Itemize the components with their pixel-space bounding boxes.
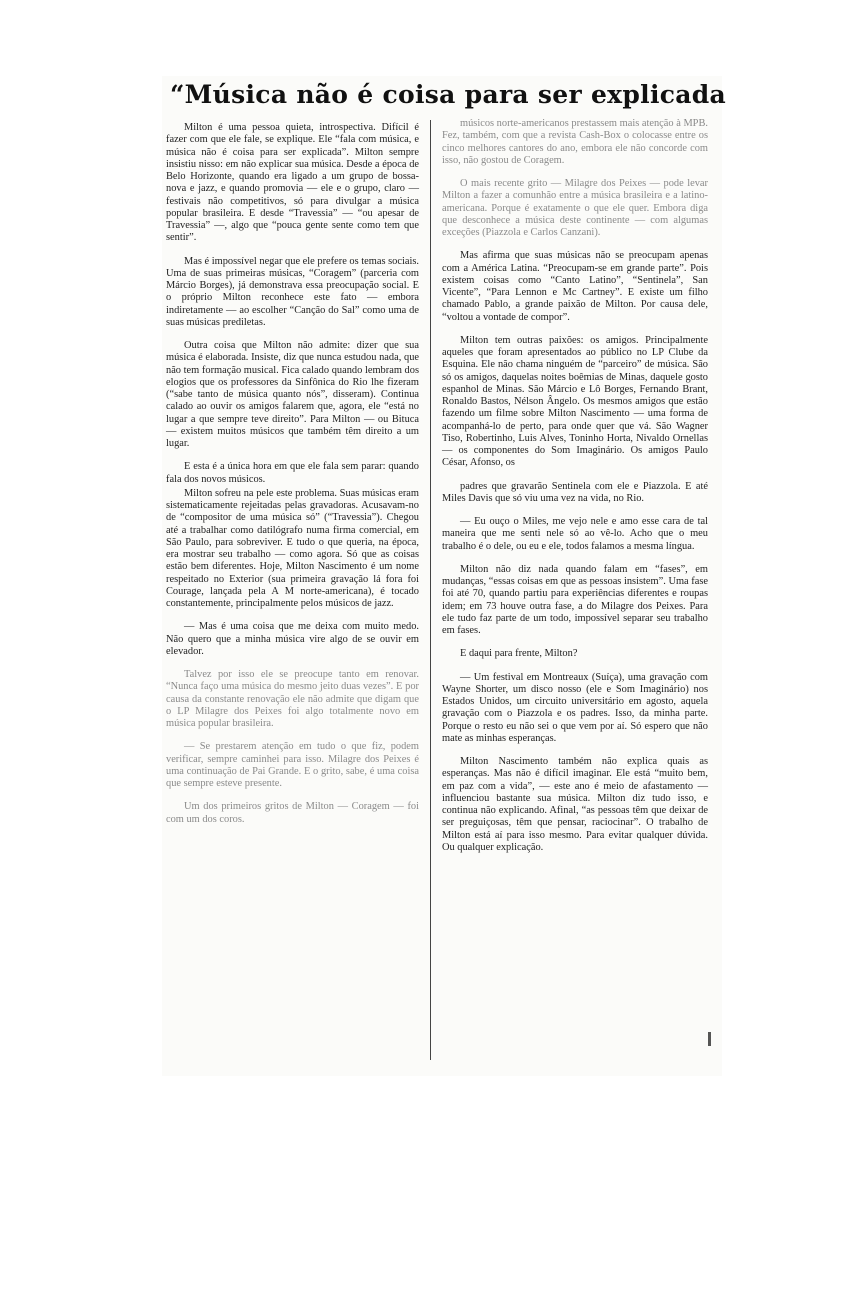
paragraph: O mais recente grito — Milagre dos Peixes — pode levar Milton a fazer a comunhão entre a música brasileira e a latino-americana. Porque é exatamente o que ele quer. Embora diga que desconhece a música deste continente — com algumas exceções (Piazzola e Carlos Canzani). [442, 178, 708, 238]
paragraph: — Eu ouço o Miles, me vejo nele e amo esse cara de tal maneira que me senti nele só ao vê-lo. Acho que o meu trabalho é o dele, ou eu e ele, todos falamos a mesma língua. [442, 516, 708, 552]
paragraph: Milton é uma pessoa quieta, introspectiva. Difícil é fazer com que ele fale, se explique. Ele “fala com música, e música não é coisa para ser explicada”. Milton sempre insistiu nisso: em não explicar sua música. Desde a época de Belo Horizonte, quando era ligado a um grupo de bossa-nova e jazz, e quando promovia — ele e o grupo, claro — festivais não competitivos, só para divulgar a música popular brasileira. E desde “Travessia” — “ou apesar de Travessia” —, algo que “pouca gente sente como tem que sentir”. [166, 122, 419, 244]
paragraph: Milton não diz nada quando falam em “fases”, em mudanças, “essas coisas em que as pessoas insistem”. Uma fase foi até 70, quando partiu para experiências diferentes e roupas idem; em 73 houve outra fase, a do Milagre dos Peixes. Para ele tudo faz parte de um todo, impossível separar seu trabalho em fases. [442, 563, 708, 636]
paragraph: E esta é a única hora em que ele fala sem parar: quando fala dos novos músicos. [166, 461, 419, 485]
paragraph: Mas é impossível negar que ele prefere os temas sociais. Uma de suas primeiras músicas, “Coragem” (parceria com Márcio Borges), já demonstrava essa preocupação social. E o próprio Milton reconhece este fato — embora indiretamente — ao escolher “Canção do Sal” como uma de suas músicas prediletas. [166, 255, 419, 328]
left-column [166, 122, 419, 837]
paragraph: Mas afirma que suas músicas não se preocupam apenas com a América Latina. “Preocupam-se em grande parte”. Pois existem coisas como “Canto Latino”, “Sentinela”, San Vicente”, “Para Lennon e Mc Cartney”. E existe um filho chamado Pablo, a grande paixão de Milton. Por causa dele, “voltou a vontade de compor”. [442, 250, 708, 323]
paragraph: músicos norte-americanos prestassem mais atenção à MPB. Fez, também, com que a revista Cash-Box o colocasse entre os cinco melhores cantores do ano, embora ele não concorde com isso, não gostou de Coragem. [442, 118, 708, 166]
article-headline: “Música não é coisa para ser explicada [170, 80, 727, 109]
paragraph: E daqui para frente, Milton? [460, 648, 578, 660]
paragraph: Um dos primeiros gritos de Milton — Coragem — foi com um dos coros. [166, 801, 419, 825]
paragraph: Talvez por isso ele se preocupe tanto em renovar. “Nunca faço uma música do mesmo jeito duas vezes”. E por causa da constante renovação ele não admite que digam que o LP Milagre dos Peixes foi algo totalmente novo em música popular brasileira. [166, 669, 419, 729]
paragraph: — Mas é uma coisa que me deixa com muito medo. Não quero que a minha música vire algo de se ouvir em elevador. [166, 621, 419, 657]
paragraph: padres que gravarão Sentinela com ele e Piazzola. E até Miles Davis que só viu uma vez na vida, no Rio. [442, 480, 708, 504]
column-divider [430, 120, 431, 1060]
paragraph: Milton sofreu na pele este problema. Suas músicas eram sistematicamente rejeitadas pelas gravadoras. Acusavam-no de “compositor de uma música só” (“Travessia”). Chegou até a trabalhar como datilógrafo numa firma comercial, em São Paulo, para sobreviver. E tudo o que queria, na época, era mostrar seu trabalho — como agora. Só que as coisas estão bem diferentes. Hoje, Milton Nascimento é um nome respeitado no Exterior (sua primeira gravação lá fora foi Courage, lançada pela A M norte-americana), é tocado constantemente, principalmente pelos músicos de jazz. [166, 487, 419, 609]
scan-speck [708, 1032, 711, 1046]
right-column [442, 118, 708, 865]
paragraph: — Um festival em Montreaux (Suíça), uma gravação com Wayne Shorter, um disco nosso (ele e Som Imaginário) nos Estados Unidos, um circuito universitário em agosto, aquela gravação com o Piazzola e os padres. Isso, da minha parte. Porque o resto eu não sei o que vem por aí. Só espero que não mate as minhas esperanças. [442, 671, 708, 744]
paragraph: Milton Nascimento também não explica quais as esperanças. Mas não é difícil imaginar. Ele está “muito bem, em paz com a vida”, — este ano é meio de afastamento — influenciou bastante sua música. Milton diz tudo isso, e continua não explicando. Afinal, “as pessoas têm que deixar de ser preguiçosas, têm que pensar, raciocinar”. O trabalho de Milton está aí para isso mesmo. Para evitar qualquer dúvida. Ou qualquer explicação. [442, 756, 708, 853]
paragraph: — Se prestarem atenção em tudo o que fiz, podem verificar, sempre caminhei para isso. Milagre dos Peixes é uma continuação de Pai Grande. E o grito, sabe, é uma coisa que sempre esteve presente. [166, 741, 419, 789]
paragraph: Outra coisa que Milton não admite: dizer que sua música é elaborada. Insiste, diz que nunca estudou nada, que não tem formação musical. Fica calado quando lembram dos elogios que os professores da Sinfônica do Rio lhe fizeram (“sabe tanto de música quanto nós”, disseram). Continua calado ao ouvir os amigos falarem que, agora, ele “está no lugar a que sempre teve direito”. Para Milton — ou Bituca — existem muitos músicos que também têm direito a um lugar. [166, 340, 419, 449]
paragraph: Milton tem outras paixões: os amigos. Principalmente aqueles que foram apresentados ao público no LP Clube da Esquina. Ele não chama ninguém de “parceiro” de música. São só os amigos, daquelas noites boêmias de Minas, daquele gosto espanhol de Minas. São Márcio e Lô Borges, Fernando Brant, Ronaldo Bastos, Nélson Ângelo. Os mesmos amigos que estão fazendo um filme sobre Milton Nascimento — uma forma de acompanhá-lo de perto, para onde quer que vá. São Wagner Tiso, Robertinho, Luis Alves, Toninho Horta, Nivaldo Ornellas — os componentes do Som Imaginário. Os amigos Paulo César, Afonso, os [442, 334, 708, 469]
